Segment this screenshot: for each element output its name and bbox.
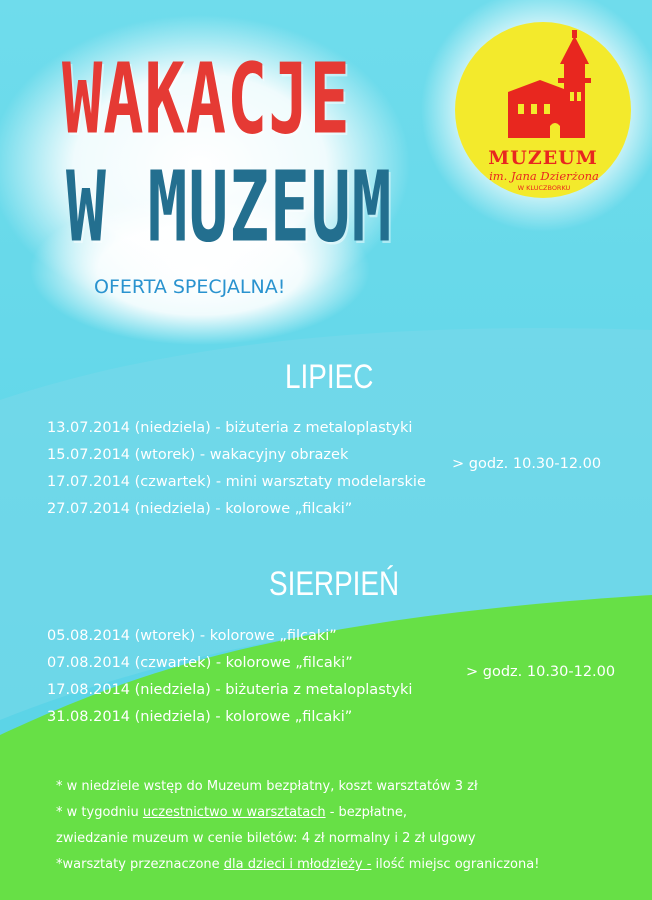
museum-logo	[455, 22, 631, 198]
note-sunday: * w niedziele wstęp do Muzeum bezpłatny, koszt warsztatów 3 zł	[56, 779, 478, 794]
subtitle: OFERTA SPECJALNA!	[94, 276, 286, 298]
list-item: 05.08.2014 (wtorek) - kolorowe „filcaki”	[47, 628, 337, 644]
list-item: 27.07.2014 (niedziela) - kolorowe „filcaki”	[47, 501, 353, 517]
logo-name-mid: im. Jana Dzierżona	[489, 169, 599, 183]
title-line-1: WAKACJE	[62, 42, 351, 156]
list-item: 15.07.2014 (wtorek) - wakacyjny obrazek	[47, 447, 349, 463]
notes	[56, 774, 539, 878]
events-list-july	[47, 415, 426, 523]
note-weekdays-post: - bezpłatne,	[325, 805, 408, 820]
list-item: 17.08.2014 (niedziela) - biżuteria z metaloplastyki	[47, 682, 413, 698]
events-list-august	[47, 623, 412, 731]
month-title-sierpien: SIERPIEŃ	[269, 565, 400, 603]
logo-name-bottom: W KLUCZBORKU	[517, 184, 571, 192]
note-audience-pre: *warsztaty przeznaczone	[56, 857, 224, 872]
note-weekdays-underlined: uczestnictwo w warsztatach	[142, 805, 326, 820]
note-audience	[56, 852, 539, 878]
note-audience-underlined: dla dzieci i młodzieży -	[223, 857, 372, 872]
title-line-2: W MUZEUM	[66, 150, 393, 264]
hours-august: > godz. 10.30-12.00	[466, 664, 616, 680]
list-item: 17.07.2014 (czwartek) - mini warsztaty modelarskie	[47, 474, 426, 490]
list-item: 13.07.2014 (niedziela) - biżuteria z metaloplastyki	[47, 420, 413, 436]
hours-july: > godz. 10.30-12.00	[452, 456, 602, 472]
note-prices: zwiedzanie muzeum w cenie biletów: 4 zł normalny i 2 zł ulgowy	[56, 831, 476, 846]
list-item: 31.08.2014 (niedziela) - kolorowe „filcaki”	[47, 709, 353, 725]
note-audience-post: ilość miejsc ograniczona!	[371, 857, 540, 872]
note-weekdays	[56, 800, 539, 826]
list-item: 07.08.2014 (czwartek) - kolorowe „filcaki”	[47, 655, 353, 671]
month-title-lipiec: LIPIEC	[285, 358, 374, 396]
note-weekdays-pre: * w tygodniu	[56, 805, 143, 820]
logo-name-top: MUZEUM	[488, 147, 598, 169]
